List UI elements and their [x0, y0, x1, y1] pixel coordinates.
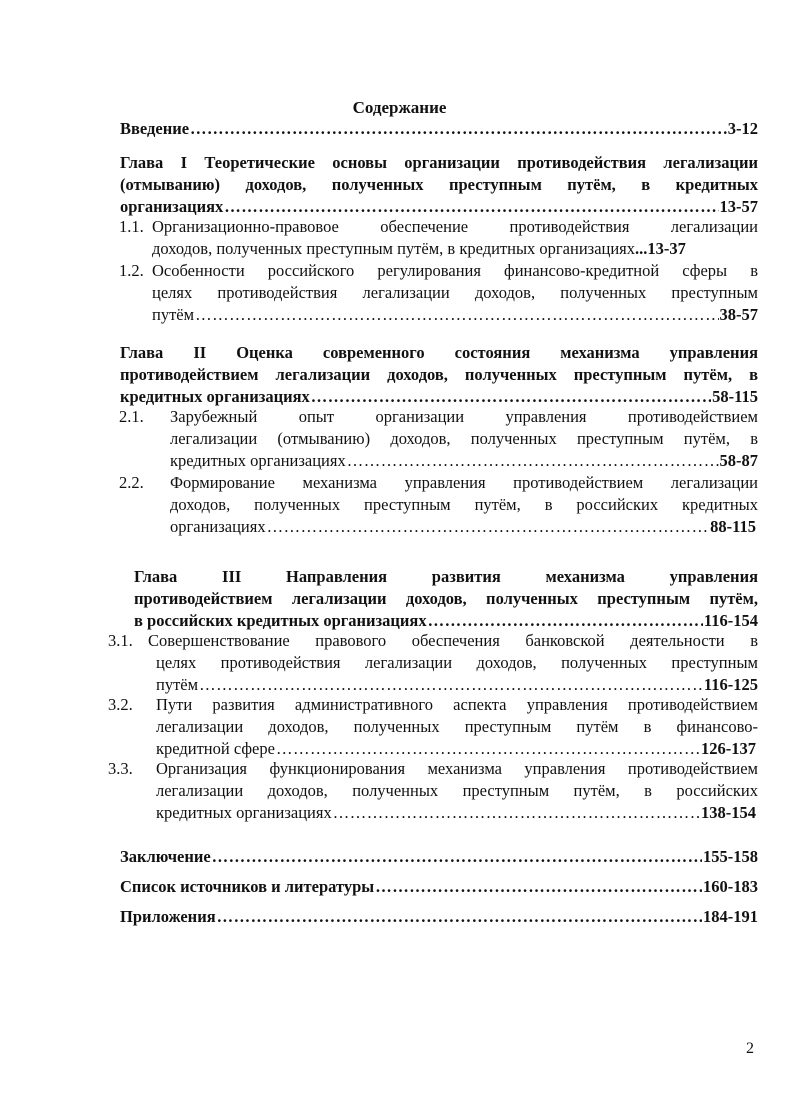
- toc-label: доходов, полученных преступным путём, в кредитных организациях: [152, 239, 636, 258]
- section-3-3-line2: легализации доходов, полученных преступным путём, в российских: [156, 781, 758, 800]
- leader-dots: [224, 196, 718, 218]
- section-3-1-line1: Совершенствование правового обеспечения банковской деятельности в: [148, 631, 758, 650]
- toc-label: кредитных организациях: [156, 803, 332, 822]
- toc-pages: 160-183: [703, 877, 758, 896]
- leader-dots: [212, 846, 702, 868]
- toc-label: Список источников и литературы: [120, 877, 375, 896]
- toc-pages: 116-154: [703, 611, 758, 630]
- toc-pages: 184-191: [703, 907, 758, 926]
- toc-entry-appendix[interactable]: [120, 906, 758, 928]
- toc-pages: 126-137: [701, 739, 756, 758]
- toc-entry-intro[interactable]: [120, 118, 758, 140]
- toc-pages: 88-115: [710, 517, 756, 536]
- toc-pages: 13-57: [719, 197, 758, 216]
- section-1-2-line2: целях противодействия легализации доходов, полученных преступным: [152, 283, 758, 302]
- toc-entry-section-2-2[interactable]: [170, 516, 756, 538]
- toc-pages: 138-154: [701, 803, 756, 822]
- section-number: 1.2.: [119, 261, 144, 280]
- toc-entry-section-2-1[interactable]: [170, 450, 758, 472]
- section-number: 2.1.: [119, 407, 144, 426]
- toc-pages: 116-125: [703, 675, 758, 694]
- toc-entry-chapter-3[interactable]: [134, 610, 758, 632]
- section-2-1-line2: легализации (отмыванию) доходов, полученных преступным путём, в: [170, 429, 758, 448]
- chapter-1-heading-line1: Глава I Теоретические основы организации противодействия легализации: [120, 153, 758, 172]
- chapter-1-heading-line2: (отмыванию) доходов, полученных преступным путём, в кредитных: [120, 175, 758, 194]
- toc-pages: ...13-37: [635, 239, 686, 258]
- toc-label: кредитных организациях: [120, 387, 310, 406]
- toc-entry-section-1-1[interactable]: [152, 238, 758, 260]
- toc-entry-chapter-2[interactable]: [120, 386, 758, 408]
- section-1-2-line1: Особенности российского регулирования финансово-кредитной сферы в: [152, 261, 758, 280]
- leader-dots: [195, 304, 718, 326]
- toc-pages: 3-12: [727, 119, 758, 138]
- toc-label: путём: [156, 675, 199, 694]
- toc-label: Введение: [120, 119, 190, 138]
- chapter-2-heading-line2: противодействием легализации доходов, полученных преступным путём, в: [120, 365, 758, 384]
- toc-title: Содержание: [352, 98, 447, 117]
- leader-dots: [190, 118, 727, 140]
- chapter-3-heading-line1: Глава III Направления развития механизма управления: [134, 567, 758, 586]
- toc-label: кредитных организациях: [170, 451, 346, 470]
- toc-pages: 58-87: [719, 451, 758, 470]
- section-3-1-line2: целях противодействия легализации доходов, полученных преступным: [156, 653, 758, 672]
- toc-label: организациях: [120, 197, 224, 216]
- section-number: 3.2.: [108, 695, 133, 714]
- section-number: 1.1.: [119, 217, 144, 236]
- toc-pages: 58-115: [712, 387, 758, 406]
- toc-label: путём: [152, 305, 195, 324]
- section-2-2-line1: Формирование механизма управления противодействием легализации: [170, 473, 758, 492]
- chapter-3-heading-line2: противодействием легализации доходов, полученных преступным путём,: [134, 589, 758, 608]
- toc-entry-chapter-1[interactable]: [120, 196, 758, 218]
- section-2-1-line1: Зарубежный опыт организации управления противодействием: [170, 407, 758, 426]
- leader-dots: [347, 450, 719, 472]
- toc-label: в российских кредитных организациях: [134, 611, 427, 630]
- leader-dots: [217, 906, 702, 928]
- section-number: 3.1.: [108, 631, 133, 650]
- toc-label: Заключение: [120, 847, 211, 866]
- toc-label: организациях: [170, 517, 266, 536]
- toc-entry-conclusion[interactable]: [120, 846, 758, 868]
- section-3-2-line2: легализации доходов, полученных преступным путём в финансово-: [156, 717, 758, 736]
- leader-dots: [311, 386, 711, 408]
- section-number: 3.3.: [108, 759, 133, 778]
- toc-label: Приложения: [120, 907, 216, 926]
- section-2-2-line2: доходов, полученных преступным путём, в российских кредитных: [170, 495, 758, 514]
- chapter-2-heading-line1: Глава II Оценка современного состояния механизма управления: [120, 343, 758, 362]
- leader-dots: [276, 738, 700, 760]
- leader-dots: [428, 610, 703, 632]
- leader-dots: [267, 516, 710, 538]
- section-3-2-line1: Пути развития административного аспекта управления противодействием: [156, 695, 758, 714]
- section-3-3-line1: Организация функционирования механизма управления противодействием: [156, 759, 758, 778]
- toc-entry-section-3-1[interactable]: [156, 674, 758, 696]
- section-1-1-line1: Организационно-правовое обеспечение противодействия легализации: [152, 217, 758, 236]
- page-number: 2: [746, 1040, 754, 1057]
- leader-dots: [375, 876, 702, 898]
- toc-entry-sources[interactable]: [120, 876, 758, 898]
- toc-entry-section-3-3[interactable]: [156, 802, 756, 824]
- toc-pages: 155-158: [703, 847, 758, 866]
- leader-dots: [199, 674, 703, 696]
- toc-label: кредитной сфере: [156, 739, 275, 758]
- toc-entry-section-1-2[interactable]: [152, 304, 758, 326]
- leader-dots: [333, 802, 700, 824]
- section-number: 2.2.: [119, 473, 144, 492]
- toc-entry-section-3-2[interactable]: [156, 738, 756, 760]
- toc-pages: 38-57: [719, 305, 758, 324]
